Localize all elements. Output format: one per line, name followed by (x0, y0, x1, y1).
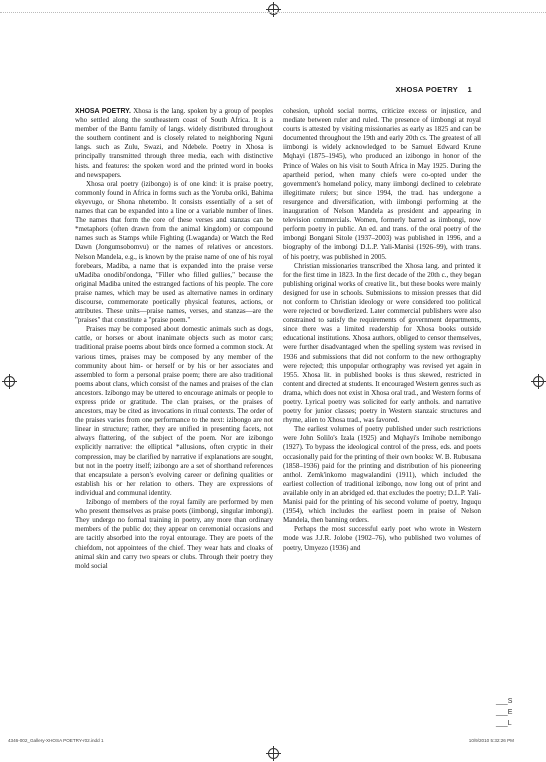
paragraph (75, 107, 273, 180)
paragraph-text: Xhosa is the lang. spoken by a group of peoples who settled along the southeastern coast of South Africa. It is a member of the Bantu family of langs. widely distributed throughout the southern continent and is closely related to neighboring Nguni langs. such as Zulu, Swazi, and Ndebele. Poetry in Xhosa is principally transmitted through three media, each with distinctive hists. and features: the spoken word and the printed word in books and newspapers. (75, 107, 274, 179)
registration-mark-top (268, 4, 279, 15)
page-number: 1 (467, 85, 472, 94)
entry-headword: XHOSA POETRY. (75, 108, 131, 115)
paragraph: Izibongo of members of the royal family are performed by men who present themselves as praise poets (iimbongi, singular imbongi). They undergo no formal training in poetry, any more than ordinary members of the public do; they appear on ceremonial occasions and are tacitly absorbed into the royal entourage. They are poets of the chiefdom, not appointees of the chief. They wear hats and cloaks of animal skin and carry two spears or clubs. Through their poetry they mold social (75, 498, 273, 570)
right-column (283, 107, 481, 553)
registration-mark-right (533, 376, 544, 387)
footer-file-name: 4346-002_Gallery-XHOSA POETRY-r02.indd 1 (8, 738, 104, 743)
margin-mark-e: ___E (496, 709, 513, 716)
registration-mark-left (4, 376, 15, 387)
trim-line (0, 12, 546, 13)
left-column (75, 107, 273, 571)
paragraph: Christian missionaries transcribed the Xhosa lang. and printed it for the first time in 1823. In the first decade of the 20th c., they began publishing original works of creative lit., but these books were mainly designed for use in schools. Submissions to mission presses that did not conform to Christian ideology or were considered too political were rejected or bowdlerized. Later commercial publishers were also constrained to satisfy the requirements of government departments, since there was a limited readership for Xhosa books outside educational institutions. Xhosa authors, obliged to censor themselves, were further disadvantaged when the spelling system was revised in 1936 and submissions that did not conform to the new orthography were rejected; this unpopular orthography was revised yet again in 1955. Xhosa lit. in published books is thus skewed, restricted in content and directed at students. It encouraged Western genres such as drama, which does not exist in Xhosa oral trad., and Western forms of poetry. Lyrical poetry was solicited for early anthols. and narrative poetry for junior classes; poetry in Western stanzaic structures and rhyme, alien to Xhosa trad., was favored. (283, 261, 481, 425)
margin-marks (496, 696, 512, 729)
paragraph: The earliest volumes of poetry published under such restrictions were John Solilo's Izala (1925) and Mqhayi's Imihobe nemibongo (1927). To bypass the ideological control of the press, eds. and poets occasionally paid for the printing of their own books: W. B. Rubusana (1858–1936) paid for the printing and distribution of his pioneering anthol. Zemk'inkomo magwalandini (1911), which included the earliest collection of traditional izibongo, now long out of print and available only in an abridged ed. that excludes the poetry; D.L.P. Yali-Manisi paid for the printing of his second volume of poetry, Inguqu (1954), which includes the earliest poem in praise of Nelson Mandela, then banning orders. (283, 425, 481, 525)
margin-mark-s: ___S (496, 698, 513, 705)
paragraph: cohesion, uphold social norms, criticize excess or injustice, and mediate between ruler and ruled. The presence of iimbongi at royal courts is attested by visiting missionaries as early as 1825 and can be documented throughout the 19th and early 20th cs. The greatest of all iimbongi is widely acknowledged to be Samuel Edward Krune Mqhayi (1875–1945), who produced an izibongo in honor of the Prince of Wales on his visit to South Africa in May 1925. During the apartheid period, when many chiefs were co-opted under the government's homeland policy, many iimbongi declined to celebrate illegitimate rulers; but since 1994, the trad. has undergone a resurgence and diversification, with iimbongi performing at the inauguration of Nelson Mandela as president and appearing in television commercials. Women, formerly barred as iimbongi, now perform poetry in public. An ed. and trans. of the oral poetry of the imbongi Bongani Sitole (1937–2003) was published in 1996, and a biography of the imbongi D.L.P. Yali-Manisi (1926–99), with trans. of his poetry, was published in 2005. (283, 107, 481, 261)
running-header (395, 85, 472, 94)
footer-timestamp: 10/9/2010 5:32:26 PM (468, 738, 514, 743)
paragraph: Praises may be composed about domestic animals such as dogs, cattle, or horses or about inanimate objects such as motor cars; traditional praise poems about birds once formed a common stock. At various times, praises may be composed by any member of the community about him- or herself or by his or her associates and assembled to form a personal praise poem; there are also traditional poems about clans, which consist of the names and praises of the clan ancestors. Izibongo may be uttered to encourage animals or people to express pride or gratitude. The clan praises, or the praises of ancestors, may be cited as invocations in ritual contexts. The order of the praises varies from one performance to the next: izibongo are not linear in structure; rather, they are unified in presenting facets, not always flattering, of the subject of the poem. Nor are izibongo explicitly narrative: the elliptical *allusions, often cryptic in their compression, may be clarified by narrative if explanations are sought, but not in the poetry itself; izibongo are a set of shorthand references that encapsulate a person's evolving career or defining qualities or establish his or her relation to others. They are expressions of individual and communal identity. (75, 325, 273, 497)
print-footer (8, 738, 538, 743)
margin-mark-l: ___L (496, 720, 512, 727)
paragraph: Perhaps the most successful early poet who wrote in Western mode was J.J.R. Jolobe (1902–76), who published two volumes of poetry, Umyezo (1936) and (283, 525, 481, 552)
registration-mark-bottom (268, 748, 279, 759)
paragraph: Xhosa oral poetry (izibongo) is of one kind: it is praise poetry, commonly found in Africa in forms such as the Yoruba oríkì, Bahima ekyevugo, or Shona nhetembo. It consists essentially of a set of names that can be expanded into a line or a variable number of lines. The names that form the core of these verses and stanzas can be *metaphors (often drawn from the animal kingdom) or compound names such as Stamps while Fighting (Lwaganda) or Watch the Red Dawn (Jongumsobomvu) or the names of relatives or ancestors. Nelson Mandela, e.g., is known by the praise name of one of his royal forebears, Madiba, a name that is expanded into the praise verse uMadiba onodibi'ondonga, "Filler who filled gullies," because the original Madiba united the estranged factions of his people. The core praise names, which may be used as alternative names in ordinary discourse, commemorate poetically physical features, actions, or attributes. These units—praise names, verses, and stanzas—are the "praises" that constitute a "praise poem." (75, 179, 273, 325)
running-title: XHOSA POETRY (395, 85, 458, 94)
